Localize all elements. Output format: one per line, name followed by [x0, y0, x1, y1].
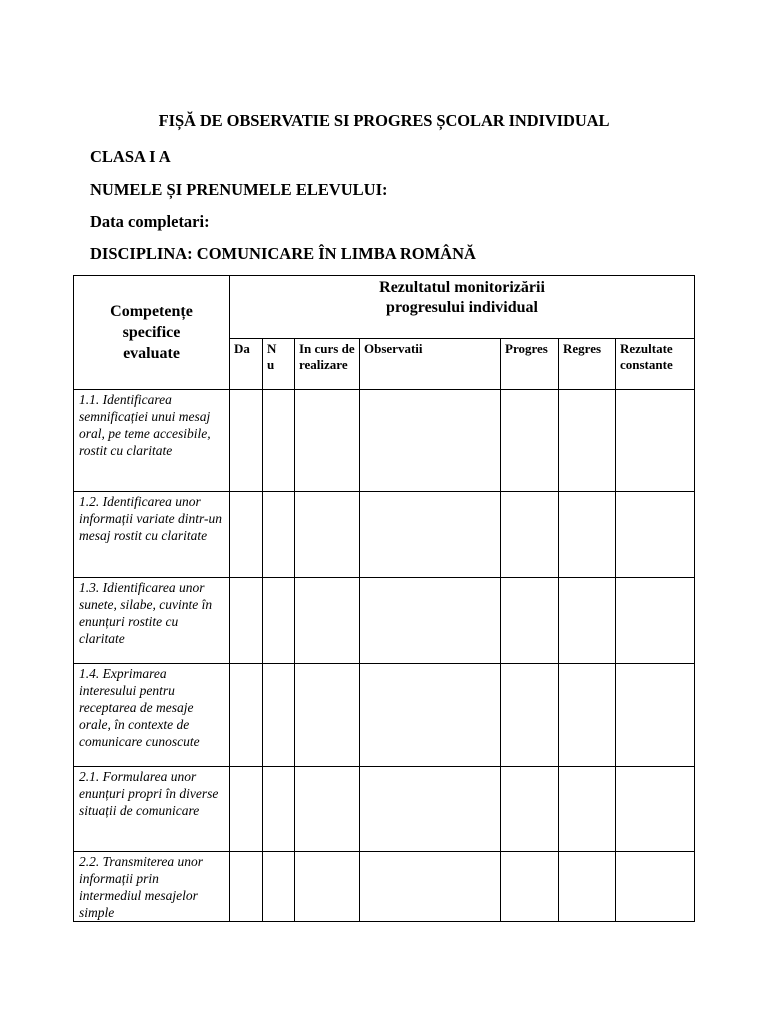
column-rezultate-constante: Rezultate constante — [616, 339, 695, 390]
class-line: CLASA I A — [90, 147, 171, 166]
cell-da[interactable] — [230, 492, 263, 578]
cell-in-curs[interactable] — [295, 390, 360, 492]
table-row — [74, 767, 695, 852]
cell-da[interactable] — [230, 664, 263, 767]
header-rezultat-label: Rezultatul monitorizării progresului individual — [379, 279, 545, 316]
column-nu — [263, 339, 295, 390]
cell-regres[interactable] — [559, 578, 616, 664]
competence-cell: 1.4. Exprimarea interesului pentru receptarea de mesaje orale, în contexte de comunicare cunoscute — [74, 664, 230, 767]
competence-cell: 1.3. Idientificarea unor sunete, silabe, cuvinte în enunțuri rostite cu claritate — [74, 578, 230, 664]
cell-observatii[interactable] — [360, 578, 501, 664]
student-name-line: NUMELE ȘI PRENUMELE ELEVULUI: — [90, 180, 388, 199]
cell-rezultate-constante[interactable] — [616, 578, 695, 664]
table-row — [74, 852, 695, 922]
cell-progres[interactable] — [501, 390, 559, 492]
cell-progres[interactable] — [501, 852, 559, 922]
column-nu-label: N u — [267, 341, 277, 372]
table-row — [74, 578, 695, 664]
column-in-curs: In curs de realizare — [295, 339, 360, 390]
cell-nu[interactable] — [263, 390, 295, 492]
cell-da[interactable] — [230, 578, 263, 664]
cell-in-curs[interactable] — [295, 578, 360, 664]
cell-nu[interactable] — [263, 664, 295, 767]
cell-progres[interactable] — [501, 492, 559, 578]
cell-in-curs[interactable] — [295, 664, 360, 767]
cell-regres[interactable] — [559, 767, 616, 852]
cell-da[interactable] — [230, 767, 263, 852]
table-row — [74, 390, 695, 492]
competence-cell: 1.2. Identificarea unor informații variate dintr-un mesaj rostit cu claritate — [74, 492, 230, 578]
column-progres: Progres — [501, 339, 559, 390]
header-competente — [74, 276, 230, 390]
column-observatii: Observatii — [360, 339, 501, 390]
cell-observatii[interactable] — [360, 664, 501, 767]
cell-rezultate-constante[interactable] — [616, 390, 695, 492]
cell-nu[interactable] — [263, 852, 295, 922]
competence-cell: 1.1. Identificarea semnificației unui mesaj oral, pe teme accesibile, rostit cu claritate — [74, 390, 230, 492]
cell-in-curs[interactable] — [295, 492, 360, 578]
cell-nu[interactable] — [263, 492, 295, 578]
cell-observatii[interactable] — [360, 767, 501, 852]
cell-progres[interactable] — [501, 767, 559, 852]
cell-nu[interactable] — [263, 767, 295, 852]
cell-in-curs[interactable] — [295, 767, 360, 852]
header-rezultat — [230, 276, 695, 339]
cell-rezultate-constante[interactable] — [616, 664, 695, 767]
cell-progres[interactable] — [501, 664, 559, 767]
cell-regres[interactable] — [559, 492, 616, 578]
cell-in-curs[interactable] — [295, 852, 360, 922]
cell-observatii[interactable] — [360, 852, 501, 922]
cell-regres[interactable] — [559, 852, 616, 922]
competence-cell: 2.2. Transmiterea unor informații prin intermediul mesajelor simple — [74, 852, 230, 922]
header-competente-label: Competențe specifice evaluate — [110, 303, 193, 362]
column-regres: Regres — [559, 339, 616, 390]
cell-da[interactable] — [230, 390, 263, 492]
cell-regres[interactable] — [559, 390, 616, 492]
table-row — [74, 492, 695, 578]
date-line: Data completari: — [90, 212, 210, 231]
cell-progres[interactable] — [501, 578, 559, 664]
observation-table — [73, 275, 695, 922]
cell-regres[interactable] — [559, 664, 616, 767]
cell-rezultate-constante[interactable] — [616, 852, 695, 922]
document-title: FIȘĂ DE OBSERVATIE SI PROGRES ȘCOLAR INDIVIDUAL — [158, 111, 610, 130]
cell-nu[interactable] — [263, 578, 295, 664]
cell-observatii[interactable] — [360, 390, 501, 492]
discipline-line: DISCIPLINA: COMUNICARE ÎN LIMBA ROMÂNĂ — [90, 244, 476, 263]
competence-cell: 2.1. Formularea unor enunțuri propri în diverse situații de comunicare — [74, 767, 230, 852]
cell-rezultate-constante[interactable] — [616, 767, 695, 852]
cell-observatii[interactable] — [360, 492, 501, 578]
table-row — [74, 664, 695, 767]
cell-da[interactable] — [230, 852, 263, 922]
cell-rezultate-constante[interactable] — [616, 492, 695, 578]
column-da: Da — [230, 339, 263, 390]
